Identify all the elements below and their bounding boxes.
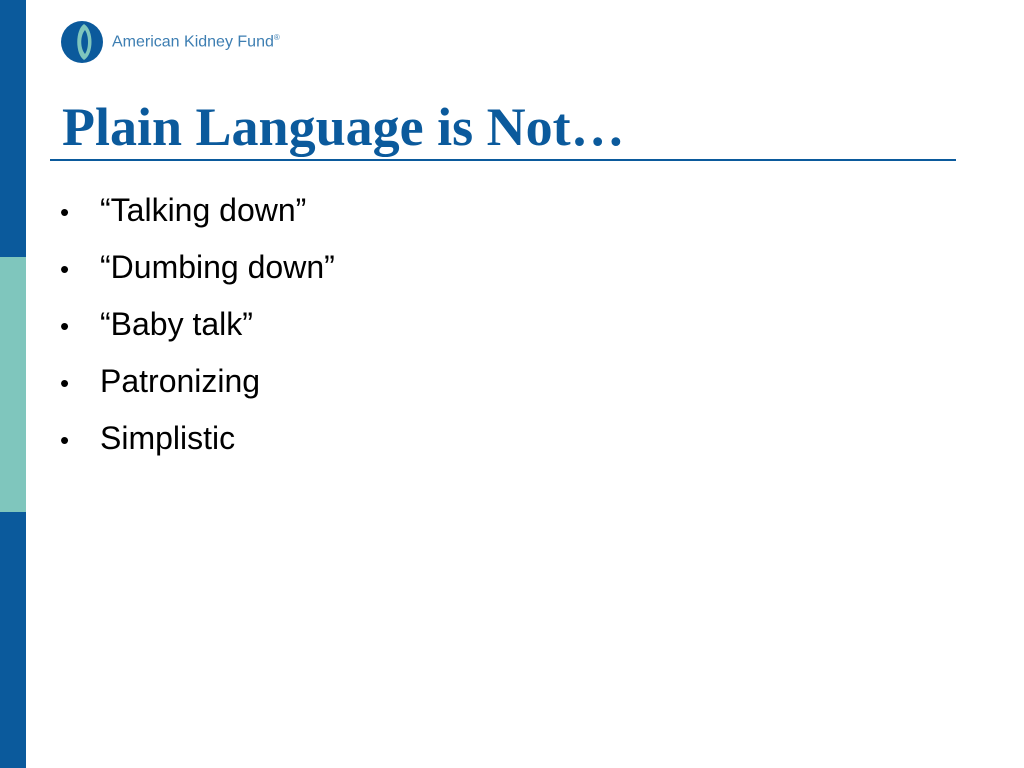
bullet-text: Simplistic xyxy=(100,420,236,456)
bullet-marker: • xyxy=(60,197,70,227)
bullet-text: Patronizing xyxy=(100,363,261,399)
bullet-marker: • xyxy=(60,368,70,398)
brand-name: American Kidney Fund® xyxy=(112,32,280,51)
list-item xyxy=(60,300,335,357)
kidney-circle-logo-icon xyxy=(60,20,104,64)
bullet-marker: • xyxy=(60,311,70,341)
side-accent-bar xyxy=(0,0,26,768)
list-item xyxy=(60,357,335,414)
registered-mark: ® xyxy=(273,32,280,42)
list-item xyxy=(60,414,335,471)
side-accent-teal-segment xyxy=(0,257,26,512)
bullet-marker: • xyxy=(60,425,70,455)
bullet-text: “Talking down” xyxy=(100,192,307,228)
title-underline xyxy=(50,159,956,161)
slide-title: Plain Language is Not… xyxy=(62,97,625,157)
bullet-list xyxy=(60,186,335,471)
bullet-text: “Baby talk” xyxy=(100,306,253,342)
bullet-text: “Dumbing down” xyxy=(100,249,335,285)
bullet-marker: • xyxy=(60,254,70,284)
list-item xyxy=(60,243,335,300)
brand-logo xyxy=(60,20,280,64)
list-item xyxy=(60,186,335,243)
